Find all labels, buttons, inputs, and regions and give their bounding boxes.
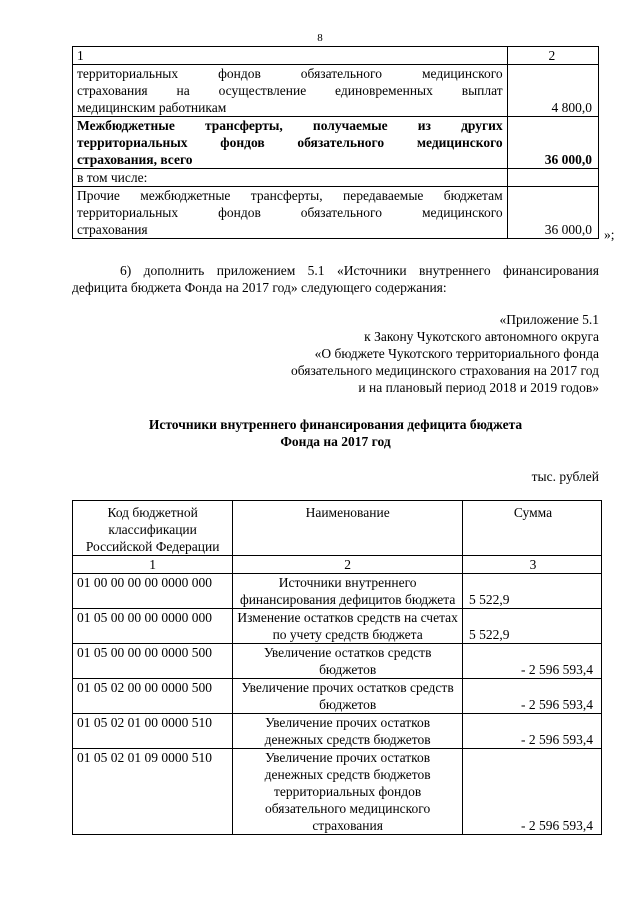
header-name: Наименование: [233, 501, 463, 556]
closing-quote: »;: [604, 227, 615, 242]
row-description: территориальных фондов обязательного медицинского страхования на осуществление единовременных выплат медицинским работникам: [73, 65, 508, 117]
column-number-1: 1: [73, 47, 508, 65]
row-name: Увеличение прочих остатков средств бюджетов: [233, 679, 463, 714]
table-row: [73, 574, 602, 609]
table-row: [73, 679, 602, 714]
row-code: 01 05 02 01 09 0000 510: [73, 749, 233, 835]
header-sum: Сумма: [462, 501, 601, 556]
row-name: Увеличение прочих остатков денежных средств бюджетов территориальных фондов обязательного медицинского страхования: [233, 749, 463, 835]
row-sum: - 2 596 593,4: [462, 679, 601, 714]
table-header-row: [73, 47, 599, 65]
row-description: Прочие межбюджетные трансферты, передаваемые бюджетам территориальных фондов обязательного медицинского страхования: [73, 187, 508, 239]
column-number-1: 1: [73, 556, 233, 574]
table-row: [73, 187, 599, 239]
appendix-line: «Приложение 5.1: [499, 312, 599, 327]
appendix-header: [291, 311, 599, 396]
table-row: [73, 609, 602, 644]
row-sum: - 2 596 593,4: [462, 749, 601, 835]
column-number-3: 3: [462, 556, 601, 574]
header-code: Код бюджетной классификации Российской Федерации: [73, 501, 233, 556]
row-code: 01 05 00 00 00 0000 500: [73, 644, 233, 679]
table-row: [73, 169, 599, 187]
row-sum: 5 522,9: [462, 574, 601, 609]
appendix-line: обязательного медицинского страхования на 2017 год: [290, 363, 599, 378]
financing-sources-table: [72, 500, 602, 835]
row-sum: - 2 596 593,4: [462, 714, 601, 749]
column-number-2: 2: [507, 47, 598, 65]
page-number: 8: [317, 32, 323, 44]
table-row: [73, 714, 602, 749]
row-name: Источники внутреннего финансирования дефицитов бюджета: [233, 574, 463, 609]
row-code: 01 00 00 00 00 0000 000: [73, 574, 233, 609]
row-description: Межбюджетные трансферты, получаемые из других территориальных фондов обязательного медицинского страхования, всего: [73, 117, 508, 169]
units-label: тыс. рублей: [531, 469, 599, 484]
transfers-table: [72, 46, 599, 239]
row-code: 01 05 00 00 00 0000 000: [73, 609, 233, 644]
row-sum: - 2 596 593,4: [462, 644, 601, 679]
row-name: Изменение остатков средств на счетах по учету средств бюджета: [233, 609, 463, 644]
table-header-row: [73, 501, 602, 556]
document-title: Источники внутреннего финансирования дефицита бюджета Фонда на 2017 год: [148, 417, 523, 449]
row-sum: 5 522,9: [462, 609, 601, 644]
column-numbers-row: [73, 556, 602, 574]
row-value: 36 000,0: [507, 117, 598, 169]
table-row: [73, 644, 602, 679]
table-row: [73, 749, 602, 835]
table-row-total: [73, 117, 599, 169]
row-description: в том числе:: [73, 169, 508, 187]
appendix-line: к Закону Чукотского автономного округа: [364, 329, 599, 344]
row-name: Увеличение остатков средств бюджетов: [233, 644, 463, 679]
appendix-line: «О бюджете Чукотского территориального фонда: [314, 346, 599, 361]
appendix-line: и на плановый период 2018 и 2019 годов»: [358, 380, 599, 395]
row-name: Увеличение прочих остатков денежных средств бюджетов: [233, 714, 463, 749]
row-value: 4 800,0: [507, 65, 598, 117]
row-value: 36 000,0: [507, 187, 598, 239]
row-code: 01 05 02 01 00 0000 510: [73, 714, 233, 749]
row-code: 01 05 02 00 00 0000 500: [73, 679, 233, 714]
column-number-2: 2: [233, 556, 463, 574]
table-row: [73, 65, 599, 117]
paragraph-6: 6) дополнить приложением 5.1 «Источники внутреннего финансирования дефицита бюджета Фонда на 2017 год» следующего содержания:: [72, 263, 599, 295]
row-value: [507, 169, 598, 187]
